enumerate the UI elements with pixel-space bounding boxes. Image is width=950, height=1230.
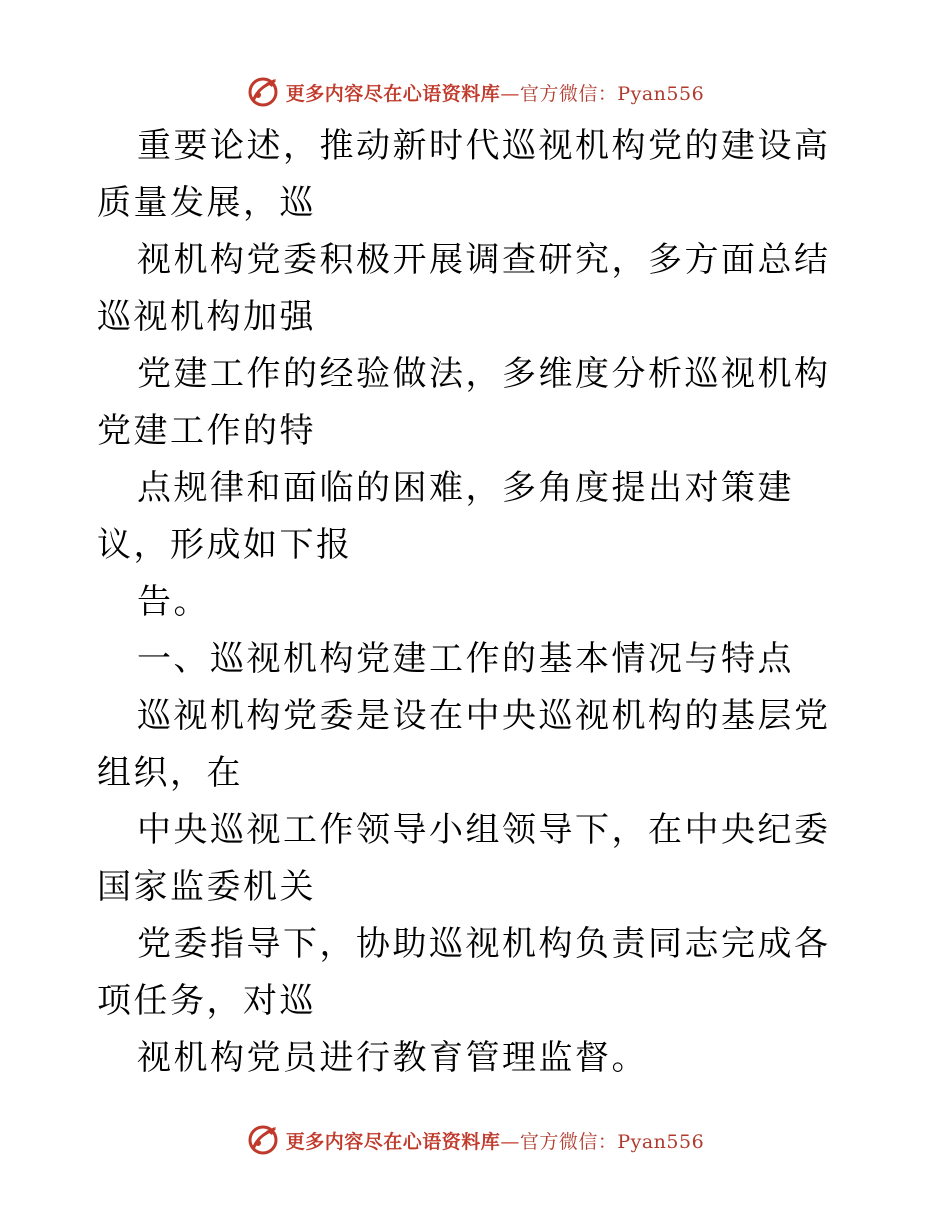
document-body: [97, 118, 857, 1087]
footer-banner-text: [286, 1127, 704, 1154]
header-banner-text: [286, 79, 704, 106]
footer-banner-main: 更多内容尽在心语资料库: [285, 1130, 501, 1153]
header-wechat-id: Pyan556: [617, 82, 705, 105]
paragraph: 告。: [137, 582, 210, 622]
section-heading: 一、巡视机构党建工作的基本情况与特点: [137, 639, 794, 679]
footer-wechat-label: 官方微信：: [519, 1130, 618, 1153]
paragraph: 中央巡视工作领导小组领导下，在中央纪委国家监委机关: [97, 810, 831, 907]
paragraph: 点规律和面临的困难，多角度提出对策建议，形成如下报: [97, 468, 794, 565]
footer-banner: [0, 1120, 950, 1160]
footer-wechat-id: Pyan556: [617, 1130, 705, 1153]
paragraph: 重要论述，推动新时代巡视机构党的建设高质量发展，巡: [97, 126, 831, 223]
paragraph: 视机构党委积极开展调查研究，多方面总结巡视机构加强: [97, 240, 831, 337]
header-banner: [0, 72, 950, 112]
ink-brush-logo-icon: [246, 1123, 280, 1157]
header-wechat-label: 官方微信：: [519, 82, 618, 105]
ink-brush-logo-icon: [246, 75, 280, 109]
footer-banner-separator: —: [500, 1130, 520, 1153]
paragraph: 党委指导下，协助巡视机构负责同志完成各项任务，对巡: [97, 924, 831, 1021]
header-banner-separator: —: [500, 82, 520, 105]
paragraph: 视机构党员进行教育管理监督。: [137, 1038, 648, 1078]
paragraph: 巡视机构党委是设在中央巡视机构的基层党组织，在: [97, 696, 831, 793]
paragraph: 党建工作的经验做法，多维度分析巡视机构党建工作的特: [97, 354, 831, 451]
header-banner-main: 更多内容尽在心语资料库: [285, 82, 501, 105]
